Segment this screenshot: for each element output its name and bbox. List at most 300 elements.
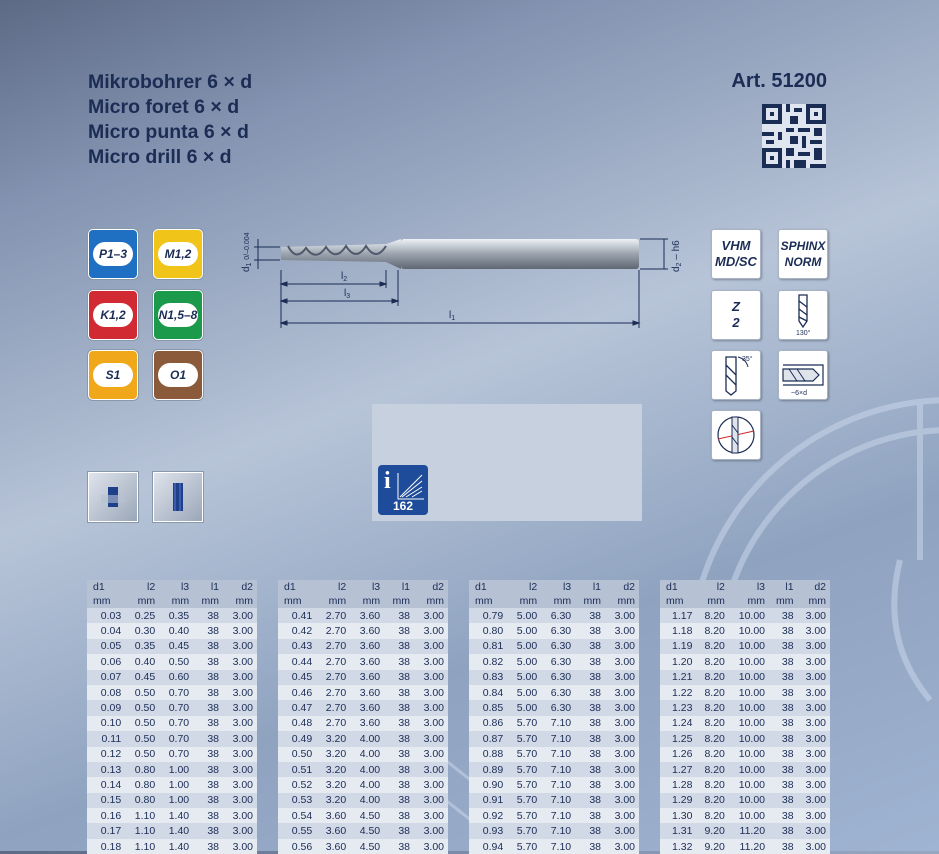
title-de: Mikrobohrer 6 × d xyxy=(88,71,253,93)
table-cell: 38 xyxy=(193,823,223,838)
table-cell: 8.20 xyxy=(696,731,728,746)
table-cell: 8.20 xyxy=(696,808,728,823)
table-cell: 3.00 xyxy=(223,700,257,715)
table-cell: 2.70 xyxy=(316,716,350,731)
table-row xyxy=(469,670,639,685)
table-cell: 38 xyxy=(193,654,223,669)
table-cell: 3.00 xyxy=(605,654,639,669)
dimension-table-3 xyxy=(469,580,639,854)
table-cell: 38 xyxy=(769,839,798,854)
table-cell: 38 xyxy=(193,793,223,808)
table-cell: 0.46 xyxy=(278,685,316,700)
table-cell: 1.31 xyxy=(660,823,696,838)
table-cell: 0.06 xyxy=(87,654,125,669)
table-unit-row xyxy=(469,594,639,608)
table-cell: 38 xyxy=(193,762,223,777)
table-cell: 0.48 xyxy=(278,716,316,731)
table-cell: 0.50 xyxy=(125,747,159,762)
table-cell: 0.82 xyxy=(469,654,507,669)
table-cell: 8.20 xyxy=(696,670,728,685)
table-cell: 2.70 xyxy=(316,654,350,669)
table-cell: 38 xyxy=(575,716,605,731)
svg-text:35°: 35° xyxy=(742,356,753,363)
table-cell: 38 xyxy=(769,639,798,654)
table-cell: 3.00 xyxy=(223,747,257,762)
table-cell: 3.20 xyxy=(316,731,350,746)
table-cell: 5.70 xyxy=(507,716,541,731)
title-en: Micro drill 6 × d xyxy=(88,146,232,168)
point-angle-icon xyxy=(778,290,828,340)
table-cell: 7.10 xyxy=(541,747,575,762)
table-row xyxy=(278,839,448,854)
table-cell: 3.00 xyxy=(414,716,448,731)
table-row xyxy=(278,608,448,623)
table-cell: 38 xyxy=(769,762,798,777)
table-cell: 3.00 xyxy=(414,823,448,838)
table-row xyxy=(87,823,257,838)
table-cell: 38 xyxy=(575,777,605,792)
table-cell: 3.00 xyxy=(223,670,257,685)
table-cell: 7.10 xyxy=(541,808,575,823)
table-cell: 3.00 xyxy=(414,839,448,854)
table-cell: 10.00 xyxy=(729,731,769,746)
table-cell: 8.20 xyxy=(696,762,728,777)
table-cell: 38 xyxy=(384,777,414,792)
table-cell: 3.60 xyxy=(350,623,384,638)
table-cell: 3.00 xyxy=(798,608,830,623)
table-row xyxy=(660,823,830,838)
table-cell: 3.00 xyxy=(414,608,448,623)
table-row xyxy=(469,762,639,777)
table-cell: 8.20 xyxy=(696,623,728,638)
table-cell: 38 xyxy=(193,670,223,685)
table-row xyxy=(87,747,257,762)
table-cell: 0.80 xyxy=(125,793,159,808)
table-cell: 2.70 xyxy=(316,623,350,638)
table-cell: 3.00 xyxy=(798,716,830,731)
table-cell: 3.00 xyxy=(605,839,639,854)
table-cell: 3.00 xyxy=(605,670,639,685)
table-cell: 3.00 xyxy=(223,777,257,792)
column-unit: mm xyxy=(769,594,798,608)
table-cell: 4.50 xyxy=(350,823,384,838)
column-header: l2 xyxy=(125,580,159,594)
table-cell: 0.89 xyxy=(469,762,507,777)
table-cell: 38 xyxy=(769,777,798,792)
d1-label: $d_1$ 0/–0.004 xyxy=(241,232,253,272)
table-cell: 1.29 xyxy=(660,793,696,808)
table-row xyxy=(278,670,448,685)
table-unit-row xyxy=(87,594,257,608)
info-icon[interactable]: i 162 xyxy=(378,465,428,515)
table-cell: 38 xyxy=(384,747,414,762)
table-cell: 38 xyxy=(575,808,605,823)
table-cell: 0.86 xyxy=(469,716,507,731)
table-cell: 5.70 xyxy=(507,793,541,808)
table-cell: 38 xyxy=(193,639,223,654)
table-cell: 1.18 xyxy=(660,623,696,638)
table-cell: 0.13 xyxy=(87,762,125,777)
table-cell: 0.81 xyxy=(469,639,507,654)
table-cell: 38 xyxy=(193,731,223,746)
table-cell: 0.10 xyxy=(87,716,125,731)
table-cell: 38 xyxy=(575,608,605,623)
table-cell: 8.20 xyxy=(696,639,728,654)
table-cell: 38 xyxy=(769,623,798,638)
table-cell: 3.60 xyxy=(350,685,384,700)
table-cell: 3.00 xyxy=(798,670,830,685)
material-group-1 xyxy=(88,229,138,279)
table-cell: 38 xyxy=(575,654,605,669)
table-cell: 1.40 xyxy=(159,808,193,823)
table-cell: 0.25 xyxy=(125,608,159,623)
table-cell: 3.00 xyxy=(223,716,257,731)
table-unit-row xyxy=(660,594,830,608)
table-cell: 0.09 xyxy=(87,700,125,715)
table-cell: 5.00 xyxy=(507,700,541,715)
table-cell: 3.00 xyxy=(798,777,830,792)
table-cell: 0.35 xyxy=(125,639,159,654)
column-header: d2 xyxy=(605,580,639,594)
table-cell: 0.11 xyxy=(87,731,125,746)
drill-drawing xyxy=(236,224,686,334)
table-cell: 0.50 xyxy=(125,685,159,700)
column-header: l3 xyxy=(541,580,575,594)
table-cell: 1.17 xyxy=(660,608,696,623)
column-header: l3 xyxy=(159,580,193,594)
table-cell: 0.08 xyxy=(87,685,125,700)
table-cell: 0.18 xyxy=(87,839,125,854)
material-group-label: P1–3 xyxy=(93,242,133,266)
table-cell: 0.50 xyxy=(125,716,159,731)
table-cell: 3.00 xyxy=(223,639,257,654)
column-header: l1 xyxy=(193,580,223,594)
table-cell: 3.00 xyxy=(798,839,830,854)
table-cell: 3.00 xyxy=(798,793,830,808)
table-cell: 0.35 xyxy=(159,608,193,623)
table-cell: 0.50 xyxy=(159,654,193,669)
table-cell: 38 xyxy=(193,839,223,854)
table-row xyxy=(660,639,830,654)
table-cell: 38 xyxy=(575,823,605,838)
table-cell: 38 xyxy=(193,777,223,792)
table-row xyxy=(278,654,448,669)
table-cell: 10.00 xyxy=(729,700,769,715)
table-cell: 3.00 xyxy=(605,639,639,654)
table-row xyxy=(469,747,639,762)
column-header: d1 xyxy=(469,580,507,594)
table-cell: 0.87 xyxy=(469,731,507,746)
through-hole-icon xyxy=(88,472,138,522)
table-row xyxy=(278,639,448,654)
table-cell: 0.80 xyxy=(125,777,159,792)
table-cell: 0.80 xyxy=(125,762,159,777)
table-cell: 3.60 xyxy=(316,839,350,854)
table-cell: 38 xyxy=(769,700,798,715)
table-cell: 6.30 xyxy=(541,639,575,654)
table-cell: 0.52 xyxy=(278,777,316,792)
table-cell: 6.30 xyxy=(541,623,575,638)
table-cell: 1.24 xyxy=(660,716,696,731)
table-cell: 3.00 xyxy=(798,700,830,715)
table-cell: 38 xyxy=(384,762,414,777)
table-cell: 2.70 xyxy=(316,685,350,700)
table-row xyxy=(469,608,639,623)
column-header: l3 xyxy=(350,580,384,594)
table-cell: 38 xyxy=(384,685,414,700)
table-cell: 38 xyxy=(384,839,414,854)
table-cell: 3.20 xyxy=(316,777,350,792)
table-cell: 10.00 xyxy=(729,808,769,823)
table-cell: 38 xyxy=(384,623,414,638)
table-cell: 7.10 xyxy=(541,731,575,746)
column-unit: mm xyxy=(414,594,448,608)
table-row xyxy=(469,685,639,700)
column-header: d1 xyxy=(660,580,696,594)
table-cell: 3.20 xyxy=(316,762,350,777)
qr-code-icon[interactable] xyxy=(762,104,826,168)
table-cell: 3.20 xyxy=(316,793,350,808)
table-cell: 0.03 xyxy=(87,608,125,623)
column-header: l3 xyxy=(729,580,769,594)
table-cell: 1.10 xyxy=(125,823,159,838)
table-cell: 6.30 xyxy=(541,670,575,685)
column-header: d2 xyxy=(798,580,830,594)
table-row xyxy=(87,793,257,808)
table-cell: 9.20 xyxy=(696,839,728,854)
table-cell: 3.00 xyxy=(223,685,257,700)
table-cell: 3.00 xyxy=(223,608,257,623)
table-cell: 0.30 xyxy=(125,623,159,638)
table-cell: 7.10 xyxy=(541,716,575,731)
table-cell: 3.00 xyxy=(605,731,639,746)
table-cell: 5.00 xyxy=(507,685,541,700)
table-cell: 0.91 xyxy=(469,793,507,808)
table-row xyxy=(660,654,830,669)
table-row xyxy=(469,839,639,854)
table-row xyxy=(278,747,448,762)
table-cell: 0.50 xyxy=(125,700,159,715)
table-cell: 1.00 xyxy=(159,777,193,792)
l3-label: $l_3$ xyxy=(344,288,351,300)
table-cell: 38 xyxy=(769,670,798,685)
table-cell: 3.00 xyxy=(605,608,639,623)
table-cell: 38 xyxy=(193,685,223,700)
column-header: d1 xyxy=(87,580,125,594)
table-cell: 8.20 xyxy=(696,777,728,792)
table-row xyxy=(469,654,639,669)
table-row xyxy=(660,731,830,746)
table-cell: 38 xyxy=(575,685,605,700)
table-row xyxy=(660,777,830,792)
column-unit: mm xyxy=(87,594,125,608)
table-cell: 3.00 xyxy=(605,747,639,762)
column-unit: mm xyxy=(316,594,350,608)
table-cell: 38 xyxy=(575,762,605,777)
table-cell: 2.70 xyxy=(316,639,350,654)
table-row xyxy=(278,685,448,700)
column-unit: mm xyxy=(696,594,728,608)
table-cell: 6.30 xyxy=(541,654,575,669)
table-cell: 1.10 xyxy=(125,839,159,854)
table-header-row xyxy=(278,580,448,594)
table-cell: 5.00 xyxy=(507,608,541,623)
table-cell: 4.50 xyxy=(350,808,384,823)
table-row xyxy=(469,700,639,715)
table-cell: 0.70 xyxy=(159,716,193,731)
table-cell: 0.51 xyxy=(278,762,316,777)
table-cell: 0.05 xyxy=(87,639,125,654)
table-cell: 0.14 xyxy=(87,777,125,792)
table-cell: 10.00 xyxy=(729,793,769,808)
table-row xyxy=(278,823,448,838)
table-row xyxy=(660,808,830,823)
table-cell: 38 xyxy=(384,670,414,685)
table-cell: 0.83 xyxy=(469,670,507,685)
table-row xyxy=(87,654,257,669)
table-cell: 1.20 xyxy=(660,654,696,669)
column-header: l2 xyxy=(507,580,541,594)
column-header: l1 xyxy=(384,580,414,594)
table-cell: 5.00 xyxy=(507,639,541,654)
table-cell: 0.16 xyxy=(87,808,125,823)
blind-hole-icon xyxy=(153,472,203,522)
table-row xyxy=(469,731,639,746)
table-cell: 3.20 xyxy=(316,747,350,762)
table-cell: 38 xyxy=(769,747,798,762)
table-cell: 38 xyxy=(384,654,414,669)
table-cell: 1.22 xyxy=(660,685,696,700)
table-cell: 4.00 xyxy=(350,793,384,808)
table-cell: 38 xyxy=(769,823,798,838)
table-cell: 3.00 xyxy=(414,623,448,638)
table-cell: 2.70 xyxy=(316,670,350,685)
table-row xyxy=(278,808,448,823)
table-cell: 10.00 xyxy=(729,747,769,762)
product-titles xyxy=(88,70,252,170)
table-cell: 2.70 xyxy=(316,608,350,623)
table-cell: 3.00 xyxy=(798,823,830,838)
table-cell: 5.00 xyxy=(507,670,541,685)
table-cell: 38 xyxy=(193,623,223,638)
table-cell: 3.00 xyxy=(414,808,448,823)
table-cell: 5.70 xyxy=(507,762,541,777)
table-cell: 1.00 xyxy=(159,793,193,808)
table-row xyxy=(87,839,257,854)
column-unit: mm xyxy=(660,594,696,608)
table-cell: 10.00 xyxy=(729,654,769,669)
table-cell: 38 xyxy=(193,700,223,715)
table-cell: 3.00 xyxy=(798,762,830,777)
table-cell: 9.20 xyxy=(696,823,728,838)
material-group-label: S1 xyxy=(93,363,133,387)
table-cell: 4.00 xyxy=(350,777,384,792)
table-cell: 3.00 xyxy=(414,639,448,654)
table-row xyxy=(87,608,257,623)
table-cell: 38 xyxy=(384,608,414,623)
table-cell: 3.60 xyxy=(350,716,384,731)
table-cell: 5.00 xyxy=(507,623,541,638)
table-cell: 38 xyxy=(575,639,605,654)
title-it: Micro punta 6 × d xyxy=(88,121,249,143)
article-number: Art. 51200 xyxy=(731,70,827,92)
table-cell: 3.60 xyxy=(350,608,384,623)
table-cell: 0.70 xyxy=(159,747,193,762)
table-cell: 0.45 xyxy=(159,639,193,654)
material-vhm-symbol: VHM MD/SC xyxy=(711,229,761,279)
table-row xyxy=(87,716,257,731)
column-header: l1 xyxy=(575,580,605,594)
table-cell: 3.00 xyxy=(414,685,448,700)
table-cell: 3.00 xyxy=(223,623,257,638)
table-cell: 3.00 xyxy=(605,762,639,777)
table-cell: 3.00 xyxy=(798,623,830,638)
material-group-3 xyxy=(88,290,138,340)
table-cell: 10.00 xyxy=(729,716,769,731)
table-header-row xyxy=(469,580,639,594)
column-unit: mm xyxy=(384,594,414,608)
table-cell: 3.00 xyxy=(605,716,639,731)
table-cell: 5.70 xyxy=(507,777,541,792)
table-cell: 7.10 xyxy=(541,762,575,777)
material-group-label: M1,2 xyxy=(158,242,198,266)
column-unit: mm xyxy=(469,594,507,608)
table-cell: 3.00 xyxy=(798,639,830,654)
table-cell: 8.20 xyxy=(696,700,728,715)
column-unit: mm xyxy=(159,594,193,608)
table-cell: 0.80 xyxy=(469,623,507,638)
table-cell: 38 xyxy=(575,623,605,638)
table-cell: 0.45 xyxy=(125,670,159,685)
table-cell: 0.49 xyxy=(278,731,316,746)
table-row xyxy=(87,777,257,792)
table-row xyxy=(469,623,639,638)
table-cell: 10.00 xyxy=(729,608,769,623)
table-cell: 0.93 xyxy=(469,823,507,838)
d2-label: $d_2 - h6$ xyxy=(671,240,683,272)
table-cell: 7.10 xyxy=(541,777,575,792)
column-header: l2 xyxy=(316,580,350,594)
table-cell: 5.00 xyxy=(507,654,541,669)
table-row xyxy=(278,777,448,792)
column-unit: mm xyxy=(507,594,541,608)
table-cell: 0.44 xyxy=(278,654,316,669)
table-cell: 3.00 xyxy=(605,808,639,823)
table-cell: 0.42 xyxy=(278,623,316,638)
table-row xyxy=(660,839,830,854)
table-cell: 10.00 xyxy=(729,670,769,685)
table-cell: 38 xyxy=(769,808,798,823)
table-cell: 3.00 xyxy=(414,777,448,792)
material-group-2 xyxy=(153,229,203,279)
table-cell: 6.30 xyxy=(541,700,575,715)
table-row xyxy=(660,700,830,715)
table-cell: 38 xyxy=(193,716,223,731)
table-cell: 3.00 xyxy=(223,808,257,823)
table-cell: 3.00 xyxy=(605,700,639,715)
table-cell: 0.70 xyxy=(159,731,193,746)
table-cell: 0.54 xyxy=(278,808,316,823)
table-cell: 3.60 xyxy=(350,700,384,715)
table-cell: 38 xyxy=(193,608,223,623)
table-row xyxy=(278,623,448,638)
table-row xyxy=(660,623,830,638)
table-cell: 4.50 xyxy=(350,839,384,854)
table-cell: 1.19 xyxy=(660,639,696,654)
table-row xyxy=(278,700,448,715)
l2-label: $l_2$ xyxy=(341,271,348,283)
table-cell: 0.70 xyxy=(159,700,193,715)
